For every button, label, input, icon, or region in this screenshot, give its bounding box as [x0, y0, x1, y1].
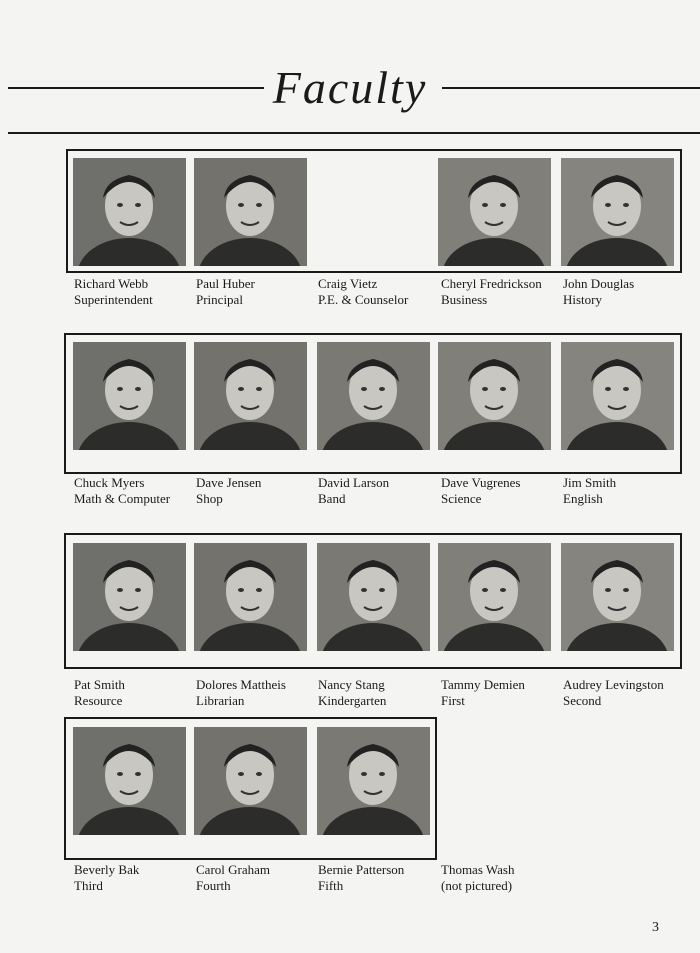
faculty-role: Shop [196, 490, 223, 506]
faculty-role: Fourth [196, 877, 231, 893]
faculty-name: Chuck Myers [74, 475, 145, 490]
faculty-name: Carol Graham [196, 862, 271, 877]
faculty-name: Dolores Mattheis [196, 677, 286, 692]
faculty-name: David Larson [318, 475, 390, 490]
faculty-caption [563, 475, 687, 506]
faculty-role: Librarian [196, 692, 245, 708]
portrait-photo [73, 543, 186, 651]
portrait-photo [194, 727, 307, 835]
faculty-role: Business [441, 291, 488, 307]
faculty-role: Science [441, 490, 482, 506]
faculty-name: Audrey Levingston [563, 677, 664, 692]
faculty-caption [74, 276, 198, 307]
faculty-caption [563, 276, 687, 307]
portrait-photo [194, 543, 307, 651]
faculty-caption [196, 276, 320, 307]
faculty-name: Dave Vugrenes [441, 475, 521, 490]
faculty-caption [74, 677, 198, 708]
faculty-name: Paul Huber [196, 276, 255, 291]
faculty-role: First [441, 692, 465, 708]
portrait-photo [194, 158, 307, 266]
faculty-name: John Douglas [563, 276, 635, 291]
faculty-role: History [563, 291, 602, 307]
faculty-name: Tammy Demien [441, 677, 525, 692]
portrait-photo [73, 342, 186, 450]
portrait-photo [73, 158, 186, 266]
faculty-name: Richard Webb [74, 276, 149, 291]
faculty-name: Cheryl Fredrickson [441, 276, 542, 291]
faculty-caption [441, 862, 565, 893]
faculty-caption [441, 276, 565, 307]
portrait-photo [194, 342, 307, 450]
page-number: 3 [652, 920, 659, 935]
faculty-name: Jim Smith [563, 475, 617, 490]
faculty-role: Kindergarten [318, 692, 387, 708]
faculty-caption [563, 677, 687, 708]
portrait-photo [317, 727, 430, 835]
faculty-name: Beverly Bak [74, 862, 140, 877]
faculty-role: English [563, 490, 603, 506]
portrait-photo [561, 158, 674, 266]
faculty-caption [318, 475, 442, 506]
faculty-caption [196, 862, 320, 893]
faculty-role: Math & Computer [74, 490, 171, 506]
portrait-photo [561, 543, 674, 651]
faculty-role: Fifth [318, 877, 344, 893]
faculty-name: Bernie Patterson [318, 862, 405, 877]
portrait-photo [438, 543, 551, 651]
faculty-name: Nancy Stang [318, 677, 385, 692]
faculty-role: Resource [74, 692, 123, 708]
faculty-caption [318, 677, 442, 708]
title-rule-right [442, 87, 700, 89]
faculty-role: Second [563, 692, 602, 708]
faculty-caption [74, 862, 198, 893]
faculty-role: Superintendent [74, 291, 153, 307]
faculty-role: Third [74, 877, 103, 893]
section-divider [8, 132, 700, 134]
portrait-photo [73, 727, 186, 835]
faculty-name: Craig Vietz [318, 276, 378, 291]
faculty-caption [196, 677, 320, 708]
faculty-caption [441, 677, 565, 708]
faculty-role: P.E. & Counselor [318, 291, 409, 307]
portrait-photo [317, 342, 430, 450]
faculty-caption [441, 475, 565, 506]
portrait-photo [438, 158, 551, 266]
portrait-photo [317, 543, 430, 651]
faculty-name: Thomas Wash [441, 862, 515, 877]
portrait-photo [561, 342, 674, 450]
faculty-caption [74, 475, 198, 506]
faculty-role: Principal [196, 291, 243, 307]
faculty-caption [318, 862, 442, 893]
faculty-caption [318, 276, 442, 307]
faculty-caption [196, 475, 320, 506]
page-title: Faculty [272, 62, 428, 113]
faculty-name: Dave Jensen [196, 475, 262, 490]
faculty-name: Pat Smith [74, 677, 125, 692]
faculty-role: Band [318, 490, 346, 506]
faculty-role: (not pictured) [441, 877, 513, 893]
portrait-photo [438, 342, 551, 450]
